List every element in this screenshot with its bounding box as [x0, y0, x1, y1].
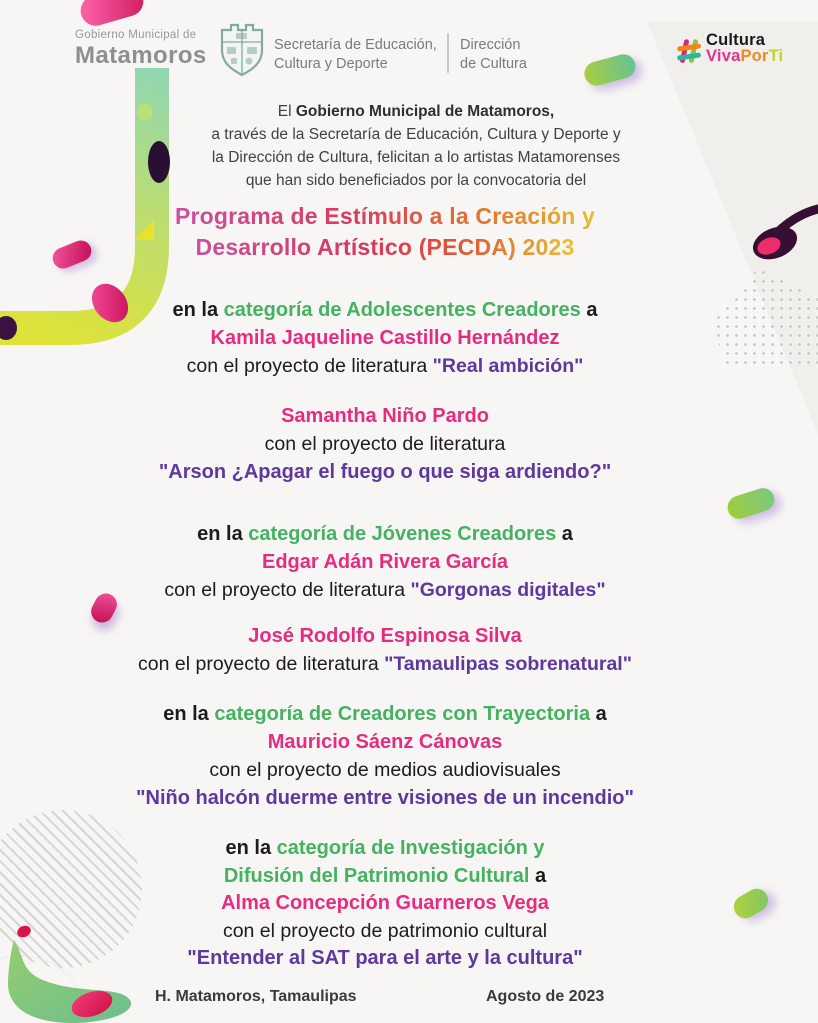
intro-line2: a través de la Secretaría de Educación, Cultura y Deporte y [211, 126, 621, 143]
intro-paragraph [0, 100, 818, 192]
category-name: categoría de Creadores con Trayectoria [214, 703, 591, 725]
intro-bold: Gobierno Municipal de Matamoros, [295, 103, 555, 120]
coat-of-arms-icon [218, 22, 266, 78]
project-prefix-line: con el proyecto de literatura [264, 433, 506, 455]
section-jose-rodolfo [0, 622, 770, 678]
brand-ti: Ti [768, 46, 784, 65]
gov-logo-small-text: Gobierno Municipal de [75, 29, 197, 41]
project-line: con el proyecto de literatura "Gorgonas digitales" [164, 579, 606, 601]
title-line1: Programa de Estímulo a la Creación y [174, 203, 596, 229]
direccion-line1: Dirección [460, 37, 521, 53]
brand-word-vivaporti [706, 46, 784, 65]
pink-swoosh-decoration [77, 0, 147, 29]
project-prefix-line: con el proyecto de medios audiovisuales [209, 759, 561, 781]
category-name: categoría de Jóvenes Creadores [248, 523, 557, 545]
project-title: "Niño halcón duerme entre visiones de un incendio" [136, 787, 634, 809]
brand-por: Por [740, 46, 769, 65]
direccion-line2: de Cultura [460, 56, 527, 72]
winner-name: José Rodolfo Espinosa Silva [248, 625, 522, 647]
intro-line4: que han sido beneficiados por la convocatoria del [245, 172, 587, 189]
category-line: en la categoría de Adolescentes Creadores a [172, 299, 598, 321]
hashtag-icon [676, 38, 702, 64]
section-adolescentes-creadores [0, 296, 770, 380]
project-title: "Gorgonas digitales" [410, 579, 606, 601]
category-line1: en la categoría de Investigación y [225, 837, 545, 859]
gov-logo [75, 29, 207, 70]
project-title: "Arson ¿Apagar el fuego o que siga ardiendo?" [158, 461, 612, 483]
winner-name: Edgar Adán Rivera García [261, 551, 509, 573]
gov-logo-name: Matamoros [75, 42, 207, 69]
project-title: "Tamaulipas sobrenatural" [384, 653, 632, 675]
category-name: categoría de Adolescentes Creadores [223, 299, 581, 321]
section-samantha [0, 402, 770, 486]
brand-text [706, 33, 783, 64]
winner-name: Samantha Niño Pardo [281, 405, 489, 427]
section-jovenes-creadores [0, 520, 770, 604]
category-name-part1: categoría de Investigación y [276, 837, 545, 859]
footer-date: Agosto de 2023 [486, 988, 605, 1005]
green-bean-top-decoration [582, 52, 638, 89]
footer-location: H. Matamoros, Tamaulipas [155, 988, 357, 1005]
project-title: "Real ambición" [432, 355, 584, 377]
intro-line1: El Gobierno Municipal de Matamoros, [277, 103, 555, 120]
secretaria-line2: Cultura y Deporte [274, 56, 388, 72]
green-bean-right-decoration [725, 485, 778, 522]
category-line2: Difusión del Patrimonio Cultural a [223, 864, 547, 887]
brand-viva: Viva [706, 46, 741, 65]
secretaria-line1: Secretaría de Educación, [274, 37, 437, 53]
title-line2: Desarrollo Artístico (PECDA) 2023 [195, 234, 575, 260]
category-line: en la categoría de Creadores con Trayectoria a [163, 703, 607, 725]
winner-name: Mauricio Sáenz Cánovas [267, 731, 503, 753]
project-prefix-line: con el proyecto de patrimonio cultural [222, 919, 548, 942]
section-creadores-trayectoria [0, 700, 770, 812]
program-title [0, 201, 770, 263]
winner-name: Kamila Jaqueline Castillo Hernández [210, 327, 560, 349]
direccion-label [460, 36, 527, 74]
project-line: con el proyecto de literatura "Tamaulipas sobrenatural" [138, 653, 632, 675]
intro-line3: la Dirección de Cultura, felicitan a lo artistas Matamorenses [211, 149, 621, 166]
project-line: con el proyecto de literatura "Real ambición" [186, 355, 584, 377]
project-title: "Entender al SAT para el arte y la cultura" [187, 947, 583, 969]
winner-name: Alma Concepción Guarneros Vega [221, 892, 549, 914]
header-divider [447, 33, 449, 73]
section-patrimonio-cultural [0, 835, 770, 973]
category-name-part2: Difusión del Patrimonio Cultural [223, 864, 530, 887]
secretaria-label [274, 36, 437, 74]
category-line: en la categoría de Jóvenes Creadores a [197, 523, 573, 545]
cultura-viva-por-ti-logo [676, 33, 783, 64]
brand-word-cultura: Cultura [706, 31, 766, 49]
